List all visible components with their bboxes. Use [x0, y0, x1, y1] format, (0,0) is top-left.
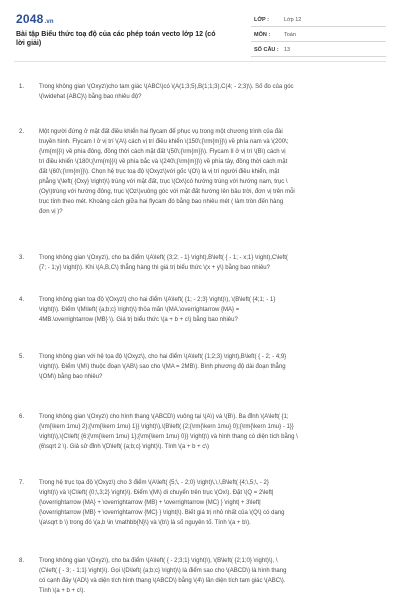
- question-text: Trong không gian \(Oxyz\), cho ba điểm \(A\left( { - 2;3;1} \right)\), \(B\left( {2;1;0} \right)\), \ (C\left( { - 3; - 1;1} \right)\). Gọi \(D\left( {a;b;c} \right)\) là điểm sao cho \(ABCD\) là hình thang có cạnh đáy \(AD\) và diện tích hình thang \(ABCD\) bằng \(4\) lần diện tích tam giác \(ABC\). Tính \(a + b + c\).: [39, 558, 287, 594]
- logo-main-text: 2048: [16, 12, 44, 26]
- meta-value: 13: [284, 47, 291, 53]
- question-text: Trong hệ trục tọa độ \(Oxyz\) cho 3 điểm \(A\left( {5;\, - 2;0} \right)\,\,\,B\left( {4;\,5;\, - 2} \right)\) và \(C\left( {0;\,3;2} \right)\). Điểm \(M\) di chuyển trên trục \(Ox\). Đặt \(Q = 2\left| {\overrightarrow {MA} + \overrightarrow {MB} + \overrightarrow {MC} } \right| + 3\left| {\overrightarrow {MB} + \overrightarrow {MC} } \right|\). Biết giá trị nhỏ nhất của \(Q\) có dạng \(a\sqrt b \) trong đó \(a,b \in \mathbb{N}\) và \(b\) là số nguyên tố. Tính \(a + b\).: [39, 480, 285, 526]
- question-text: Một người đứng ở mặt đất điều khiển hai flycam để phục vụ trong một chương trình của đài truyền hình. Flycam I ở vị trí \(A\) cách vị trí điều khiển \(150\;{\rm{m}}\) về phía nam và \(200\; {\rm{m}}\) về phía đông, đồng thời cách mặt đất \(50\;{\rm{m}}\). Flycam II ở vị trí \(B\) cách vị trí điều khiển \(180\;{\rm{m}}\) về phía bắc và \(240\;{\rm{m}}\) về phía tây, đồng thời cách mặt đất \(60\;{\rm{m}}\). Chọn hệ trục toạ độ \(Oxyz\)với gốc \(O\) là vị trí người điều khiển, mặt phẳng \(\left( {Oxy} \right)\) trùng với mặt đất, trục \(Ox\)có hướng trùng với hướng nam, trục \ (Oy\)trùng với hướng đông, trục \(Oz\)vuông góc với mặt đất hướng lên bầu trời, đơn vị trên mỗi trục tính theo mét. Khoảng cách giữa hai flycam đó bằng bao nhiêu mét ( làm tròn đến hàng đơn vị )?: [39, 129, 295, 215]
- question-text: Trong không gian \(Oxyz\) cho hình thang \(ABCD\) vuông tại \(A\) và \(B\). Ba đỉnh \(A\left( {1; {\rm{\kern 1mu} 2};{\rm{\kern 1mu} 1}} \right)\),\(B\left( {2;{\rm{\kern 1mu} 0};{\rm{\kern 1mu} - 1}} \right)\),\(C\left( {6;{\rm{\kern 1mu} 1};{\rm{\kern 1mu} 0}} \right)\) và hình thang có diện tích bằng \ (6\sqrt 2 \). Giả sử đỉnh \(D\left( {a;b;c} \right)\). Tính \(a + b + c\): [39, 414, 298, 450]
- question-text: Trong không gian với hệ tọa độ \(Oxyz\), cho hai điểm \(A\left( {1;2;3} \right),B\left( { - 2; - 4;9} \right)\). Điểm \(M\) thuộc đoạn \(AB\) sao cho \(MA = 2MB\). Bình phương độ dài đoạn thẳng \(OM\) bằng bao nhiêu?: [39, 354, 287, 380]
- question-number: 3.: [19, 255, 25, 261]
- meta-value: Toán: [284, 32, 296, 38]
- meta-key: MÔN :: [254, 32, 271, 38]
- meta-key: SỐ CÂU :: [254, 47, 279, 53]
- question-text: Trong không gian toạ độ \(Oxyz\) cho hai điểm \(A\left( {1; - 2;3} \right)\), \(B\left( {4;1; - 1} \right)\). Điểm \(M\left( {a;b;c} \right)\) thỏa mãn \(MA.\overrightarrow {MA} = 4MB.\overrightarrow {MB} \). Giá trị biểu thức \(a + b + c\) bằng bao nhiêu?: [39, 297, 276, 323]
- question-text: Trong không gian \(Oxyz\)cho tam giác \(ABC\)có \(A(1;3;5),B(1;1;3),C(4; - 2;3)\). Số đo của góc \(\widehat {ABC}\) bằng bao nhiêu độ?: [39, 84, 294, 100]
- question-number: 1.: [19, 84, 25, 90]
- question-number: 5.: [19, 354, 25, 360]
- logo-sub-text: .vn: [44, 19, 54, 25]
- question-text: Trong không gian \(Oxyz\), cho ba điểm \(A\left( {3;2; - 1} \right),B\left( { - 1; - x;1} \right),C\left( {7; - 1;y} \right)\). Khi \(A,B,C\) thẳng hàng thì giá trị biểu thức \(x + y\) bằng bao nhiêu?: [39, 255, 288, 271]
- question-number: 2.: [19, 129, 25, 135]
- question-number: 6.: [19, 414, 25, 420]
- question-number: 8.: [19, 558, 25, 564]
- question-number: 4.: [19, 297, 25, 303]
- document-title: Bài tập Biểu thức toạ độ của các phép toán vecto lớp 12 (có lời giải): [16, 31, 216, 47]
- question-number: 7.: [19, 480, 25, 486]
- meta-key: LỚP :: [254, 17, 269, 23]
- meta-value: Lớp 12: [284, 17, 302, 23]
